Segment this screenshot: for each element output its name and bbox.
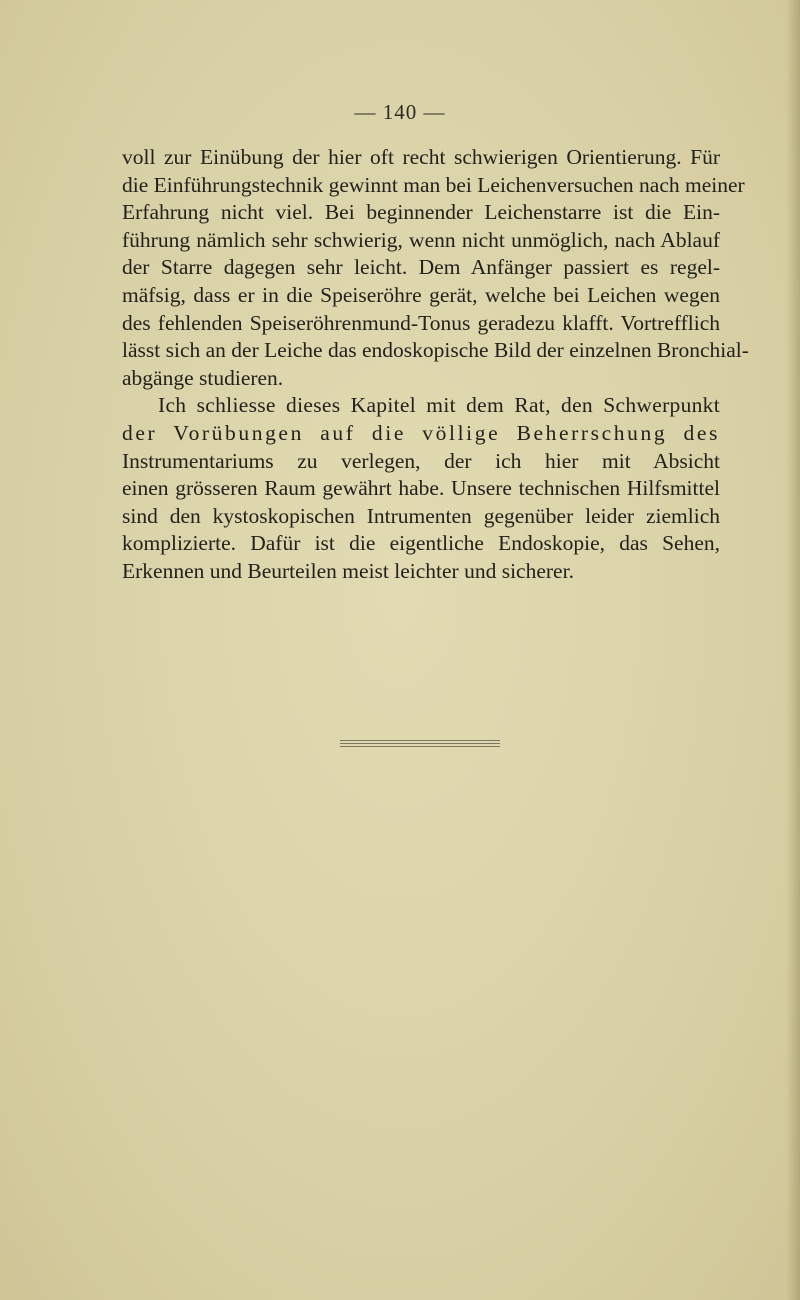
rule-line xyxy=(340,746,500,747)
text-line: voll zur Einübung der hier oft recht schwierigen Orientierung. Für xyxy=(122,145,720,169)
section-end-rule xyxy=(340,740,500,749)
text-line: führung nämlich sehr schwierig, wenn nicht unmöglich, nach Ablauf xyxy=(122,227,720,252)
text-line: sind den kystoskopischen Intrumenten gegenüber leider ziemlich xyxy=(122,503,720,528)
text-line: komplizierte. Dafür ist die eigentliche Endoskopie, das Sehen, xyxy=(122,531,720,556)
text-line: der Vorübungen auf die völlige Beherrschung des xyxy=(122,420,720,445)
text-line: mäfsig, dass er in die Speiseröhre gerät, welche bei Leichen wegen xyxy=(122,282,720,307)
rule-line xyxy=(340,740,500,741)
text-line: einen grösseren Raum gewährt habe. Unsere technischen Hilfsmittel xyxy=(122,476,720,501)
text-line: Ich schliesse dieses Kapitel mit dem Rat, den Schwerpunkt xyxy=(158,393,720,418)
body-text xyxy=(122,144,749,586)
text-line: des fehlenden Speiseröhrenmund-Tonus geradezu klafft. Vortrefflich xyxy=(122,310,720,335)
text-line: die Einführungstechnik gewinnt man bei Leichenversuchen nach meiner xyxy=(122,172,745,197)
text-line: lässt sich an der Leiche das endoskopische Bild der einzelnen Bronchial- xyxy=(122,338,749,363)
text-line: Erkennen und Beurteilen meist leichter und sicherer. xyxy=(122,558,574,583)
text-line: der Starre dagegen sehr leicht. Dem Anfänger passiert es regel- xyxy=(122,255,720,280)
text-line: abgänge studieren. xyxy=(122,365,284,390)
text-line: Instrumentariums zu verlegen, der ich hier mit Absicht xyxy=(122,448,720,473)
rule-line xyxy=(340,743,500,744)
text-line: Erfahrung nicht viel. Bei beginnender Leichenstarre ist die Ein- xyxy=(122,200,720,225)
page-number: — 140 — xyxy=(354,100,446,124)
